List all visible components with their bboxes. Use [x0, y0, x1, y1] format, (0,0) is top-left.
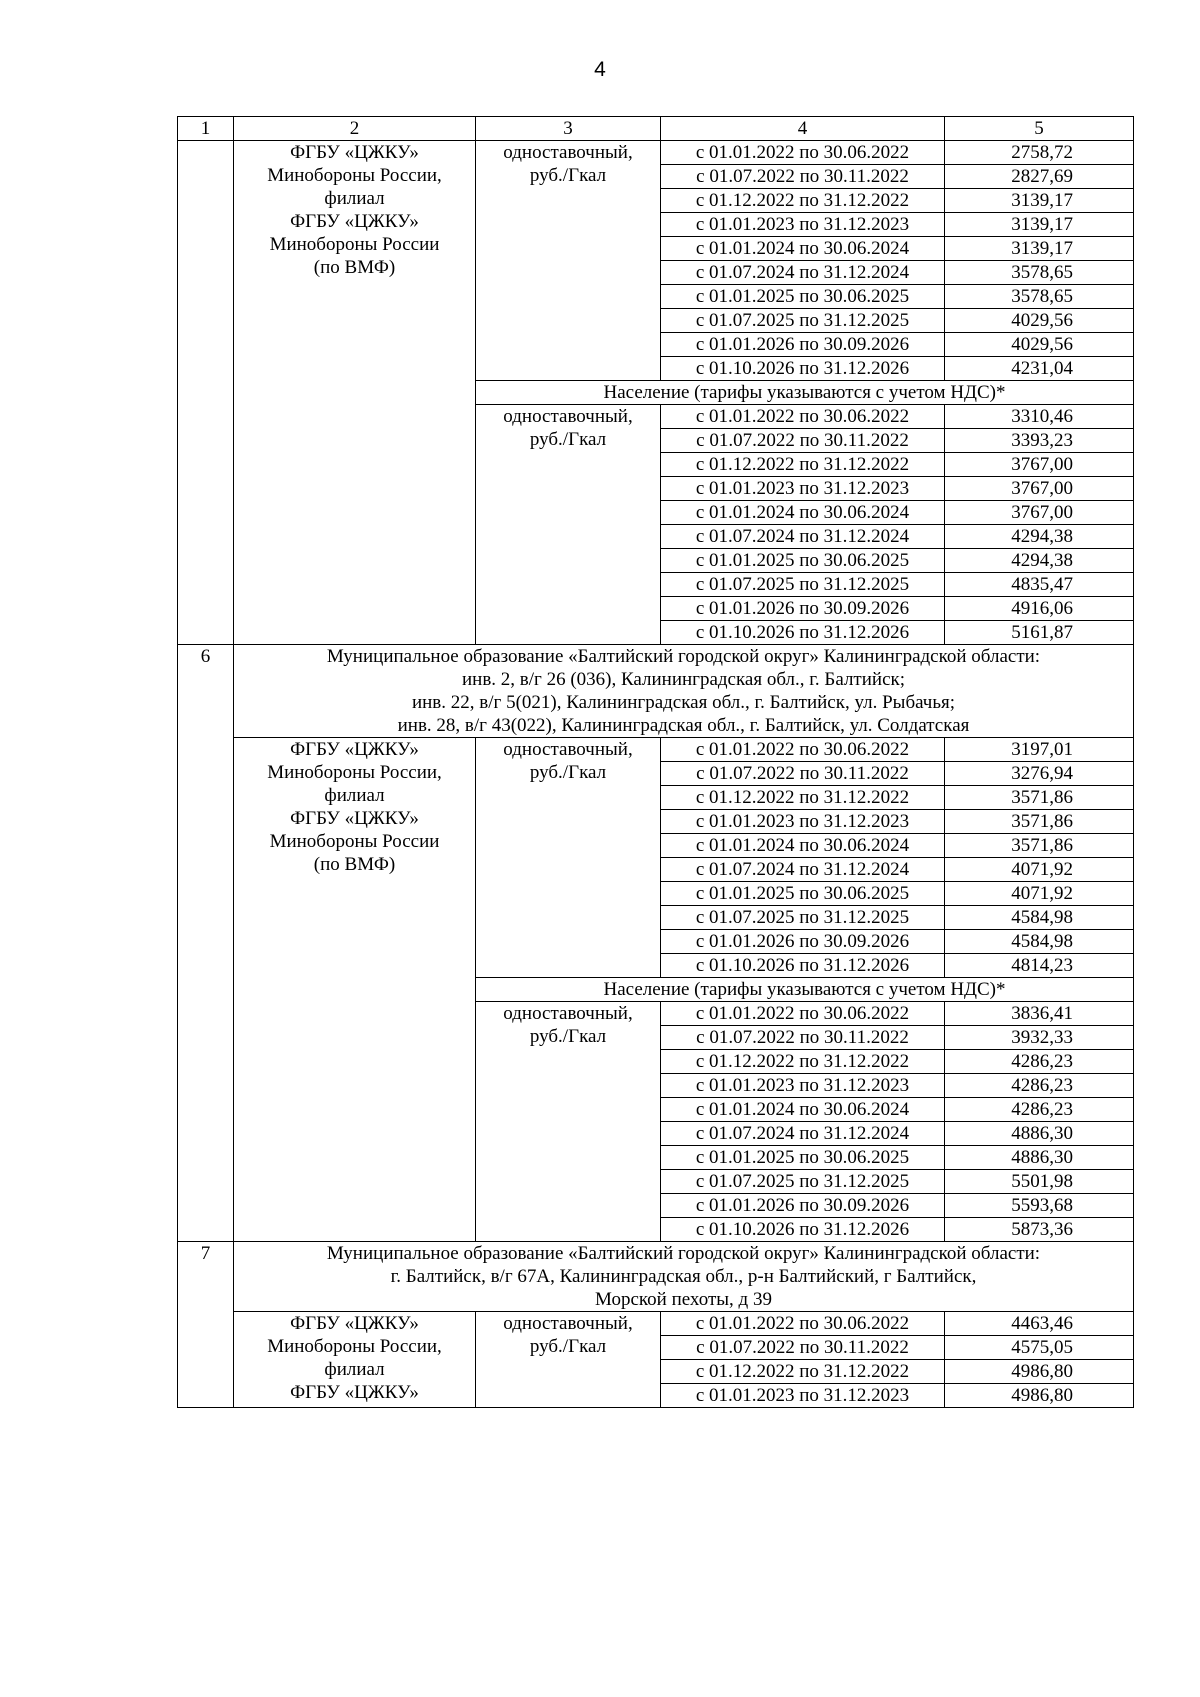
organization-line: ФГБУ «ЦЖКУ» — [290, 142, 419, 163]
tariff-value: 3767,00 — [945, 453, 1134, 477]
rate-type-line: одноставочный, — [503, 739, 633, 760]
tariff-value: 4294,38 — [945, 549, 1134, 573]
tariff-value: 4463,46 — [945, 1312, 1134, 1336]
period-cell: с 01.01.2025 по 30.06.2025 — [661, 549, 945, 573]
period-cell: с 01.07.2022 по 30.11.2022 — [661, 1336, 945, 1360]
period-cell: с 01.01.2023 по 31.12.2023 — [661, 810, 945, 834]
period-cell: с 01.01.2026 по 30.09.2026 — [661, 597, 945, 621]
organization-line: (по ВМФ) — [313, 257, 396, 278]
rate-type-line: одноставочный, — [503, 1313, 633, 1334]
rate-type-line: руб./Гкал — [529, 165, 607, 186]
period-cell: с 01.07.2024 по 31.12.2024 — [661, 525, 945, 549]
tariff-value: 3767,00 — [945, 477, 1134, 501]
period-cell: с 01.01.2025 по 30.06.2025 — [661, 882, 945, 906]
rate-type-line: руб./Гкал — [529, 429, 607, 450]
tariff-value: 4029,56 — [945, 333, 1134, 357]
organization-line: Минобороны России, — [267, 1336, 442, 1357]
period-cell: с 01.01.2022 по 30.06.2022 — [661, 1002, 945, 1026]
period-cell: с 01.07.2025 по 31.12.2025 — [661, 573, 945, 597]
organization-line: (по ВМФ) — [313, 854, 396, 875]
organization-cell — [234, 141, 476, 645]
period-cell: с 01.07.2024 по 31.12.2024 — [661, 858, 945, 882]
period-cell: с 01.10.2026 по 31.12.2026 — [661, 1218, 945, 1242]
header-cell: 5 — [945, 117, 1134, 141]
period-cell: с 01.01.2024 по 30.06.2024 — [661, 1098, 945, 1122]
period-cell: с 01.07.2024 по 31.12.2024 — [661, 1122, 945, 1146]
tariff-value: 4286,23 — [945, 1074, 1134, 1098]
period-cell: с 01.01.2026 по 30.09.2026 — [661, 333, 945, 357]
period-cell: с 01.01.2024 по 30.06.2024 — [661, 237, 945, 261]
period-cell: с 01.12.2022 по 31.12.2022 — [661, 453, 945, 477]
period-cell: с 01.10.2026 по 31.12.2026 — [661, 954, 945, 978]
tariff-value: 2827,69 — [945, 165, 1134, 189]
organization-line: ФГБУ «ЦЖКУ» — [290, 1382, 419, 1403]
tariff-value: 5593,68 — [945, 1194, 1134, 1218]
tariff-value: 5873,36 — [945, 1218, 1134, 1242]
period-cell: с 01.07.2025 по 31.12.2025 — [661, 309, 945, 333]
period-cell: с 01.01.2024 по 30.06.2024 — [661, 834, 945, 858]
period-cell: с 01.10.2026 по 31.12.2026 — [661, 621, 945, 645]
tariff-value: 4029,56 — [945, 309, 1134, 333]
section-title-row — [178, 645, 1134, 738]
tariff-row — [178, 141, 1134, 165]
rate-type-line: одноставочный, — [503, 142, 633, 163]
period-cell: с 01.01.2025 по 30.06.2025 — [661, 1146, 945, 1170]
rate-type-cell — [476, 141, 661, 381]
tariff-value: 5501,98 — [945, 1170, 1134, 1194]
organization-line: Минобороны России, — [267, 762, 442, 783]
organization-line: ФГБУ «ЦЖКУ» — [290, 211, 419, 232]
period-cell: с 01.01.2022 по 30.06.2022 — [661, 738, 945, 762]
rate-type-line: одноставочный, — [503, 1003, 633, 1024]
organization-line: ФГБУ «ЦЖКУ» — [290, 739, 419, 760]
tariff-value: 2758,72 — [945, 141, 1134, 165]
tariff-value: 5161,87 — [945, 621, 1134, 645]
period-cell: с 01.07.2022 по 30.11.2022 — [661, 165, 945, 189]
organization-line: Минобороны России — [269, 831, 440, 852]
tariff-value: 3578,65 — [945, 285, 1134, 309]
section-title — [234, 645, 1134, 738]
organization-cell — [234, 1312, 476, 1408]
section-title-line: инв. 2, в/г 26 (036), Калининградская обл., г. Балтийск; — [461, 669, 906, 690]
section-number: 7 — [178, 1242, 234, 1408]
period-cell: с 01.01.2022 по 30.06.2022 — [661, 141, 945, 165]
period-cell: с 01.01.2022 по 30.06.2022 — [661, 1312, 945, 1336]
tariff-value: 3139,17 — [945, 237, 1134, 261]
header-cell: 2 — [234, 117, 476, 141]
period-cell: с 01.12.2022 по 31.12.2022 — [661, 1360, 945, 1384]
tariff-value: 3932,33 — [945, 1026, 1134, 1050]
tariff-value: 4575,05 — [945, 1336, 1134, 1360]
section-title-line: инв. 22, в/г 5(021), Калининградская обл., г. Балтийск, ул. Рыбачья; — [411, 692, 956, 713]
period-cell: с 01.07.2022 по 30.11.2022 — [661, 762, 945, 786]
tariff-value: 4286,23 — [945, 1050, 1134, 1074]
organization-line: филиал — [324, 1359, 385, 1380]
tariff-value: 3571,86 — [945, 786, 1134, 810]
period-cell: с 01.01.2023 по 31.12.2023 — [661, 213, 945, 237]
tariff-value: 4584,98 — [945, 930, 1134, 954]
tariff-value: 3767,00 — [945, 501, 1134, 525]
header-cell: 1 — [178, 117, 234, 141]
organization-cell — [234, 738, 476, 1242]
tariff-value: 4986,80 — [945, 1384, 1134, 1408]
tariff-row — [178, 1312, 1134, 1336]
organization-line: филиал — [324, 188, 385, 209]
section-title-line: инв. 28, в/г 43(022), Калининградская обл., г. Балтийск, ул. Солдатская — [397, 715, 970, 736]
period-cell: с 01.12.2022 по 31.12.2022 — [661, 1050, 945, 1074]
period-cell: с 01.07.2025 по 31.12.2025 — [661, 1170, 945, 1194]
period-cell: с 01.01.2022 по 30.06.2022 — [661, 405, 945, 429]
rate-type-cell — [476, 1312, 661, 1408]
section-title-line: Муниципальное образование «Балтийский городской округ» Калининградской области: — [326, 646, 1041, 667]
period-cell: с 01.07.2024 по 31.12.2024 — [661, 261, 945, 285]
organization-line: Минобороны России — [269, 234, 440, 255]
header-cell: 4 — [661, 117, 945, 141]
tariff-value: 4071,92 — [945, 882, 1134, 906]
header-cell: 3 — [476, 117, 661, 141]
rate-type-line: руб./Гкал — [529, 1336, 607, 1357]
organization-line: Минобороны России, — [267, 165, 442, 186]
section-title-row — [178, 1242, 1134, 1312]
tariff-value: 4294,38 — [945, 525, 1134, 549]
tariff-value: 4231,04 — [945, 357, 1134, 381]
section-title-line: г. Балтийск, в/г 67А, Калининградская обл., р-н Балтийский, г Балтийск, — [390, 1266, 977, 1287]
period-cell: с 01.01.2024 по 30.06.2024 — [661, 501, 945, 525]
tariff-value: 3139,17 — [945, 189, 1134, 213]
organization-line: ФГБУ «ЦЖКУ» — [290, 1313, 419, 1334]
tariff-value: 3310,46 — [945, 405, 1134, 429]
population-subheader: Население (тарифы указываются с учетом НДС)* — [476, 978, 1134, 1002]
tariff-value: 3836,41 — [945, 1002, 1134, 1026]
rate-type-line: руб./Гкал — [529, 762, 607, 783]
header-row — [178, 117, 1134, 141]
tariff-value: 4071,92 — [945, 858, 1134, 882]
tariff-value: 3197,01 — [945, 738, 1134, 762]
period-cell: с 01.01.2023 по 31.12.2023 — [661, 477, 945, 501]
page-number: 4 — [594, 58, 606, 81]
rate-type-line: одноставочный, — [503, 406, 633, 427]
section-title — [234, 1242, 1134, 1312]
section-title-line: Морской пехоты, д 39 — [595, 1289, 772, 1310]
tariff-value: 4986,80 — [945, 1360, 1134, 1384]
rate-type-cell — [476, 738, 661, 978]
period-cell: с 01.10.2026 по 31.12.2026 — [661, 357, 945, 381]
period-cell: с 01.01.2025 по 30.06.2025 — [661, 285, 945, 309]
tariff-value: 3571,86 — [945, 810, 1134, 834]
period-cell: с 01.01.2023 по 31.12.2023 — [661, 1074, 945, 1098]
tariff-value: 4286,23 — [945, 1098, 1134, 1122]
section-number — [178, 141, 234, 645]
tariff-value: 4584,98 — [945, 906, 1134, 930]
tariff-value: 4814,23 — [945, 954, 1134, 978]
organization-line: филиал — [324, 785, 385, 806]
rate-type-cell — [476, 405, 661, 645]
tariff-value: 3276,94 — [945, 762, 1134, 786]
population-subheader: Население (тарифы указываются с учетом НДС)* — [476, 381, 1134, 405]
rate-type-line: руб./Гкал — [529, 1026, 607, 1047]
period-cell: с 01.01.2026 по 30.09.2026 — [661, 930, 945, 954]
tariff-value: 3571,86 — [945, 834, 1134, 858]
period-cell: с 01.12.2022 по 31.12.2022 — [661, 786, 945, 810]
rate-type-cell — [476, 1002, 661, 1242]
period-cell: с 01.01.2023 по 31.12.2023 — [661, 1384, 945, 1408]
period-cell: с 01.07.2025 по 31.12.2025 — [661, 906, 945, 930]
period-cell: с 01.07.2022 по 30.11.2022 — [661, 1026, 945, 1050]
section-title-line: Муниципальное образование «Балтийский городской округ» Калининградской области: — [326, 1243, 1041, 1264]
section-number: 6 — [178, 645, 234, 1242]
tariff-row — [178, 738, 1134, 762]
period-cell: с 01.12.2022 по 31.12.2022 — [661, 189, 945, 213]
period-cell: с 01.07.2022 по 30.11.2022 — [661, 429, 945, 453]
tariff-value: 4835,47 — [945, 573, 1134, 597]
tariff-value: 3578,65 — [945, 261, 1134, 285]
tariff-value: 3393,23 — [945, 429, 1134, 453]
tariff-value: 4886,30 — [945, 1122, 1134, 1146]
tariff-table — [177, 116, 1134, 1408]
period-cell: с 01.01.2026 по 30.09.2026 — [661, 1194, 945, 1218]
tariff-value: 3139,17 — [945, 213, 1134, 237]
organization-line: ФГБУ «ЦЖКУ» — [290, 808, 419, 829]
tariff-value: 4916,06 — [945, 597, 1134, 621]
tariff-value: 4886,30 — [945, 1146, 1134, 1170]
